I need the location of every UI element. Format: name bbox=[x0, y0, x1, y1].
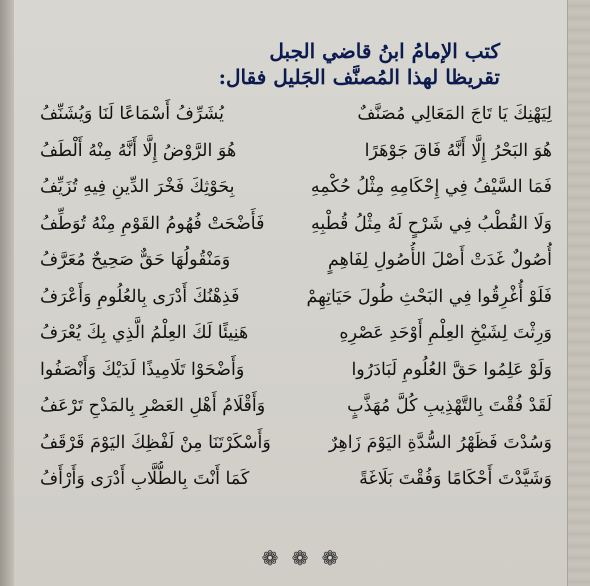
verse-right-7: وَرِثْتَ لِشَيْخِ العِلْمِ أَوْحَدِ عَصْرِهِ bbox=[339, 323, 552, 343]
page-edge-border bbox=[567, 0, 590, 586]
page-gutter-shadow bbox=[0, 0, 14, 586]
poem-column-right bbox=[306, 96, 552, 498]
section-header bbox=[140, 38, 500, 90]
flower-ornament-icon: ❁ bbox=[321, 546, 339, 570]
verse-right-11: وَشَيَّدْتَ أَحْكَامًا وَفُقْتَ بَلَاغَةً bbox=[359, 469, 552, 489]
verse-right-4: وَلَا القُطْبُ فِي شَرْحٍ لَهُ مِثْلُ قُطْبِهِ bbox=[311, 213, 552, 234]
verse-left-8: وَأَضْحَوْا تَلَامِيذًا لَدَيْكَ وَأَنْصَفُوا bbox=[40, 359, 245, 380]
poem-column-left bbox=[40, 96, 286, 498]
verse-left-5: وَمَنْقُولُهَا حَقٌّ صَحِيحٌ مُعَرَّفُ bbox=[40, 250, 231, 270]
verse-right-3: فَمَا السَّيْفُ فِي إِحْكَامِهِ مِثْلُ حُكْمِهِ bbox=[310, 177, 552, 197]
verse-left-9: وَأَقْلَامُ أَهْلِ العَصْرِ بِالمَدْحِ تَرْعَفُ bbox=[40, 396, 266, 416]
verse-left-3: بِحَوْثِكَ فَخْرَ الدِّينِ فِيهِ تُزَيِّفُ bbox=[40, 177, 235, 197]
verse-left-10: وَأَسْكَرْتَنَا مِنْ لَفْظِكَ اليَوْمَ قَرْقَفُ bbox=[40, 432, 271, 453]
verse-left-7: هَنِيئًا لَكَ العِلْمُ الَّذِي بِكَ يُعْرَفُ bbox=[40, 323, 249, 343]
flower-ornament-icon: ❁ bbox=[291, 546, 309, 570]
section-end-ornaments bbox=[260, 546, 340, 570]
verse-left-6: فَذِهْنُكَ أَدْرَى بِالعُلُومِ وَأَعْرَفُ bbox=[40, 286, 240, 307]
verse-left-2: هُوَ الرَّوْضُ إِلَّا أَنَّهُ مِنْهُ أَلْطَفُ bbox=[40, 140, 237, 161]
verse-right-2: هُوَ البَحْرُ إِلَّا أَنَّهُ فَاقَ جَوْهَرًا bbox=[364, 140, 552, 161]
verse-right-10: وَسُدْتَ فَظَهْرُ السُّدَّةِ اليَوْمَ زَاهِرٌ bbox=[328, 432, 552, 453]
header-line-1: كتب الإمامُ ابنُ قاضي الجبل bbox=[269, 39, 500, 63]
verse-right-9: لَقَدْ فُقْتَ بِالتَّهْذِيبِ كُلَّ مُهَذَّبٍ bbox=[347, 396, 552, 416]
verse-right-1: لِيَهْنِكَ يَا تَاجَ المَعَالِي مُصَنَّفٌ bbox=[357, 104, 552, 124]
verse-right-6: فَلَوْ أُغْرِقُوا فِي البَحْثِ طُولَ حَيَاتِهِمْ bbox=[306, 286, 552, 307]
verse-right-8: وَلَوْ عَلِمُوا حَقَّ العُلُومِ لَبَادَرُوا bbox=[351, 359, 552, 380]
verse-left-1: يُشَرِّفُ أَسْمَاعًا لَنَا وَيُشَنِّفُ bbox=[40, 104, 224, 124]
verse-left-4: فَأَضْحَتْ فُهُومُ القَوْمِ مِنْهُ تُوَطِّفُ bbox=[40, 213, 265, 234]
poem-body bbox=[40, 96, 552, 536]
header-line-2: تقريظا لهذا المُصنَّف الجَليل فقال: bbox=[218, 65, 500, 89]
verse-left-11: كَمَا أَنْتَ بِالطُّلَّابِ أَدْرَى وَأَرْأَفُ bbox=[40, 469, 250, 489]
verse-right-5: أُصُولٌ غَدَتْ أَصْلَ الأُصُولِ لِفَاهِمٍ bbox=[327, 250, 552, 270]
flower-ornament-icon: ❁ bbox=[261, 546, 279, 570]
